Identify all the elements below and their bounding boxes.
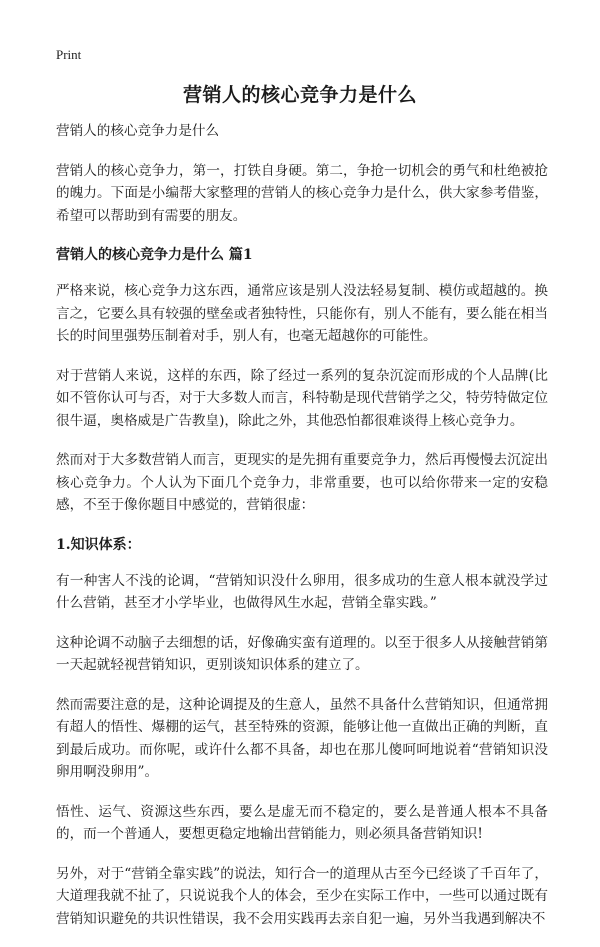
section-heading: 1.知识体系： bbox=[56, 536, 141, 553]
paragraph: 然而需要注意的是，这种论调提及的生意人，虽然不具备什么营销知识，但通常拥有超人的悟性、爆棚的运气，甚至特殊的资源，能够让他一直做出正确的判断，直到最后成功。而你呢，或许什么都不具备，却也在那儿傻呵呵地说着“营销知识没卵用啊没卵用”。 bbox=[56, 696, 548, 780]
paragraph: 这种论调不动脑子去细想的话，好像确实蛮有道理的。以至于很多人从接触营销第一天起就轻视营销知识，更别谈知识体系的建立了。 bbox=[56, 634, 548, 673]
article-title: 营销人的核心竞争力是什么 bbox=[182, 84, 417, 106]
intro-paragraph: 营销人的核心竞争力，第一，打铁自身硬。第二，争抢一切机会的勇气和杜绝被抢的魄力。下面是小编帮大家整理的营销人的核心竞争力是什么，供大家参考借鉴，希望可以帮助到有需要的朋友。 bbox=[56, 162, 548, 224]
print-link[interactable]: Print bbox=[56, 47, 82, 62]
part-heading: 营销人的核心竞争力是什么 篇1 bbox=[56, 247, 253, 263]
paragraph: 然而对于大多数营销人而言，更现实的是先拥有重要竞争力，然后再慢慢去沉淀出核心竞争力。个人认为下面几个竞争力，非常重要，也可以给你带来一定的安稳感，不至于像你题目中感觉的，营销很虚： bbox=[56, 452, 548, 513]
paragraph: 对于营销人来说，这样的东西，除了经过一系列的复杂沉淀而形成的个人品牌(比如不管你认可与否，对于大多数人而言，科特勒是现代营销学之父，特劳特做定位很牛逼，奥格威是广告教皇)，除此之外，其他恐怕都很难谈得上核心竞争力。 bbox=[56, 367, 548, 429]
article-subtitle: 营销人的核心竞争力是什么 bbox=[56, 123, 220, 139]
article-body bbox=[56, 120, 548, 947]
paragraph: 另外，对于“营销全靠实践”的说法，知行合一的道理从古至今已经谈了千百年了，大道理我就不扯了，只说说我个人的体会，至少在实际工作中，一些可以通过既有营销知识避免的共识性错误，我不会用实践再去亲自犯一遍，另外当我遇到解决不 bbox=[56, 865, 548, 927]
paragraph: 严格来说，核心竞争力这东西，通常应该是别人没法轻易复制、模仿或超越的。换言之，它要么具有较强的壁垒或者独特性，只能你有，别人不能有，要么能在相当长的时间里强势压制着对手，别人有，也毫无超越你的可能性。 bbox=[56, 283, 548, 344]
paragraph: 有一种害人不浅的论调，“营销知识没什么卵用，很多成功的生意人根本就没学过什么营销，甚至才小学毕业，也做得风生水起，营销全靠实践。” bbox=[56, 572, 548, 611]
paragraph: 悟性、运气、资源这些东西，要么是虚无而不稳定的，要么是普通人根本不具备的，而一个普通人，要想更稳定地输出营销能力，则必须具备营销知识! bbox=[56, 803, 548, 842]
